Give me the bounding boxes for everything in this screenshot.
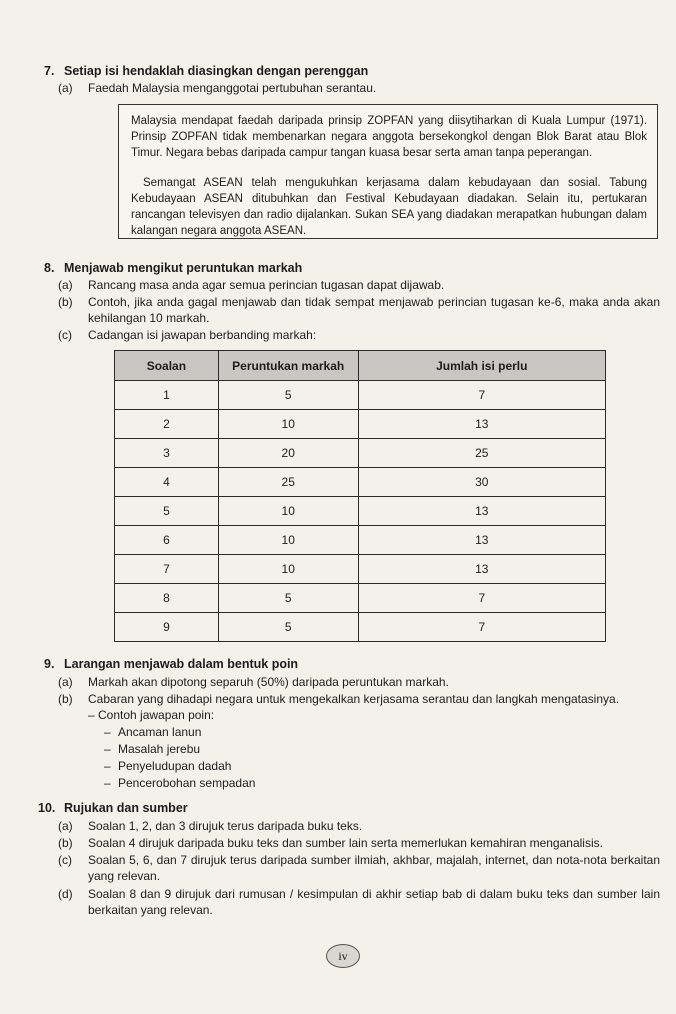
table-row: 7 10 13	[115, 555, 606, 584]
table-header-row	[115, 351, 606, 381]
section-9-title: Larangan menjawab dalam bentuk poin	[64, 657, 299, 671]
example-paragraph-1: Malaysia mendapat faedah daripada prinsip ZOPFAN yang diisytiharkan di Kuala Lumpur (1971). Prinsip ZOPFAN tidak membenarkan negara anggota bersekongkol dengan Blok Barat atau Blok Timur. Negara bebas daripada campur tangan kuasa besar serta aman tanpa peperangan.	[131, 115, 647, 159]
section-8-heading: 8. Menjawab mengikut peruntukan markah	[44, 261, 303, 275]
section-7-title: Setiap isi hendaklah diasingkan dengan perenggan	[64, 64, 369, 78]
section-9-item-a: (a) Markah akan dipotong separuh (50%) daripada peruntukan markah.	[58, 675, 449, 689]
section-8-item-c: (c) Cadangan isi jawapan berbanding markah:	[58, 328, 317, 342]
section-9-heading: 9. Larangan menjawab dalam bentuk poin	[44, 657, 299, 671]
point-answer-example	[88, 707, 255, 792]
section-10-item-c: (c) Soalan 5, 6, dan 7 dirujuk terus daripada sumber ilmiah, akhbar, majalah, internet, dan nota-nota berkaitan yang relevan.	[58, 853, 660, 883]
table-row: 4 25 30	[115, 468, 606, 497]
marks-allocation-table	[114, 350, 606, 642]
table-row: 2 10 13	[115, 410, 606, 439]
section-7-item-a: (a) Faedah Malaysia menganggotai pertubuhan serantau.	[58, 81, 377, 95]
list-item: – Masalah jerebu	[104, 742, 201, 756]
column-header-jumlah-isi: Jumlah isi perlu	[358, 351, 605, 381]
list-item: – Penyeludupan dadah	[104, 759, 232, 773]
page-number: iv	[326, 944, 360, 968]
column-header-peruntukan-markah: Peruntukan markah	[218, 351, 358, 381]
section-9-item-b: (b) Cabaran yang dihadapi negara untuk mengekalkan kerjasama serantau dan langkah mengatasinya.	[58, 692, 620, 706]
section-7-heading: 7. Setiap isi hendaklah diasingkan dengan perenggan	[44, 64, 369, 78]
column-header-soalan: Soalan	[115, 351, 219, 381]
table-row: 9 5 7	[115, 613, 606, 642]
table-row: 1 5 7	[115, 381, 606, 410]
section-10-title: Rujukan dan sumber	[64, 801, 188, 815]
section-10-item-a: (a) Soalan 1, 2, dan 3 dirujuk terus daripada buku teks.	[58, 819, 363, 833]
section-8-item-b: (b) Contoh, jika anda gagal menjawab dan tidak sempat menjawab perincian tugasan ke-6, maka anda akan kehilangan 10 markah.	[58, 295, 660, 325]
section-10-item-b: (b) Soalan 4 dirujuk daripada buku teks dan sumber lain serta memerlukan kemahiran menganalisis.	[58, 836, 603, 850]
table-row: 8 5 7	[115, 584, 606, 613]
section-8-item-a: (a) Rancang masa anda agar semua perincian tugasan dapat dijawab.	[58, 278, 445, 292]
section-10-item-d: (d) Soalan 8 dan 9 dirujuk dari rumusan / kesimpulan di akhir setiap bab di dalam buku teks dan sumber lain berkaitan yang relevan.	[58, 887, 660, 917]
section-10-heading: 10. Rujukan dan sumber	[38, 801, 188, 815]
table-row: 5 10 13	[115, 497, 606, 526]
example-paragraph-2: Semangat ASEAN telah mengukuhkan kerjasama dalam kebudayaan dan sosial. Tabung Kebudayaan ASEAN ditubuhkan dan Festival Kebudayaan diadakan. Selain itu, pertukaran rancangan televisyen dan radio dijalankan. Sukan SEA yang diadakan merapatkan hubungan dalam kalangan negara anggota ASEAN.	[131, 177, 647, 237]
list-item: – Ancaman lanun	[104, 725, 202, 739]
table-row: 3 20 25	[115, 439, 606, 468]
example-heading: – Contoh jawapan poin:	[88, 708, 215, 722]
section-8-title: Menjawab mengikut peruntukan markah	[64, 261, 303, 275]
list-item: – Pencerobohan sempadan	[104, 776, 256, 790]
example-answer-box	[118, 104, 658, 239]
table-row: 6 10 13	[115, 526, 606, 555]
